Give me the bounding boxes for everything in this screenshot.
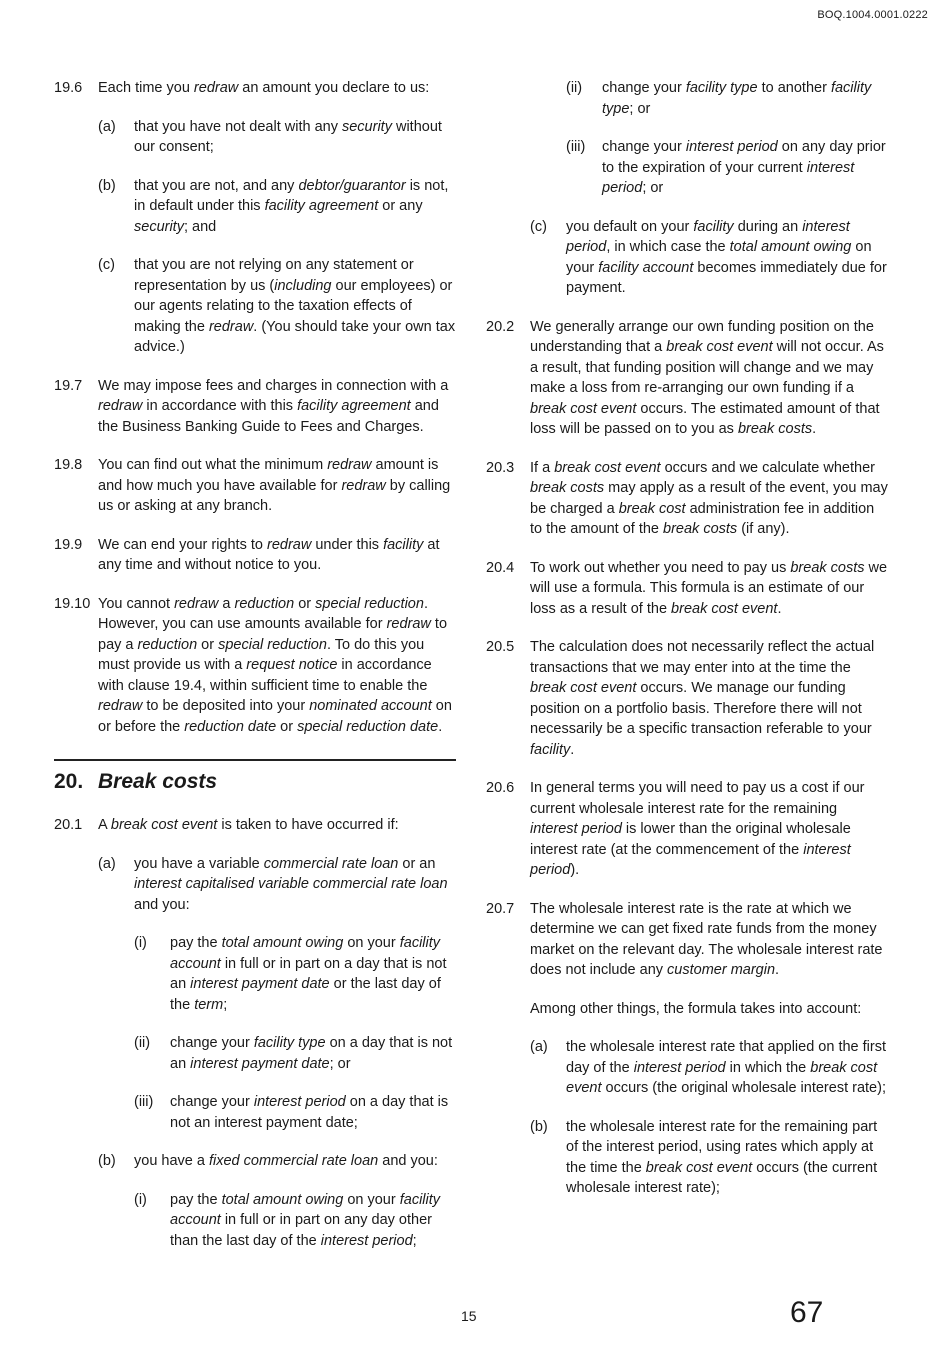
clause-item (54, 815, 456, 836)
clause-number: (a) (98, 118, 116, 135)
clause-item (134, 1190, 456, 1252)
clause-number: 20.1 (54, 817, 83, 833)
clause-number: (a) (530, 1039, 548, 1055)
clause-number: 19.6 (54, 80, 83, 96)
clause-item (54, 535, 456, 576)
clause-text: pay the total amount owing on your facility account in full or in part on a day that is not an interest payment date or the last day of the term; (170, 935, 447, 1013)
clause-item (530, 217, 888, 299)
clause-text: In general terms you will need to pay us a cost if our current wholesale interest rate for the remaining interest period is lower than the original wholesale interest rate (at the commencement of the interest period). (530, 780, 865, 878)
clause-text: you have a fixed commercial rate loan and you: (134, 1153, 438, 1169)
break-cost-clauses (54, 815, 456, 1251)
right-column (486, 78, 888, 1217)
clause-number: 20.5 (486, 639, 515, 655)
clause-text: that you are not relying on any statement or representation by us (including our employees) or our agents relating to the taxation effects of making the redraw. (You should take your own tax advice.) (134, 257, 456, 355)
clause-number: 19.8 (54, 457, 83, 473)
clause-item (530, 1037, 888, 1099)
clause-item (98, 1151, 456, 1172)
clause-item (134, 933, 456, 1015)
clause-number: 20.7 (486, 900, 515, 917)
clause-text: change your facility type to another facility type; or (602, 80, 872, 117)
clause-text: change your facility type on a day that is not an interest payment date; or (170, 1035, 453, 1072)
clause-item (98, 117, 456, 158)
clause-item (486, 999, 888, 1020)
clause-item (54, 78, 456, 99)
clause-item (98, 854, 456, 916)
clause-number: 19.7 (54, 377, 83, 394)
clause-item (486, 317, 888, 440)
section-heading-number: 20. (54, 770, 84, 793)
clause-text: You cannot redraw a reduction or special reduction. However, you can use amounts available for redraw to pay a reduction or special reduction. To do this you must provide us with a request notice in accordance with clause 19.4, within sufficient time to enable the redraw to be deposited into your nominated account on or before the reduction date or special reduction date. (98, 595, 452, 735)
clause-text: You can find out what the minimum redraw amount is and how much you have available for redraw by calling us or asking at any branch. (98, 457, 451, 514)
right-clauses (486, 78, 888, 1199)
clause-text: To work out whether you need to pay us break costs we will use a formula. This formula is an estimate of our loss as a result of the break cost event. (530, 559, 888, 617)
clause-number: 20.4 (486, 559, 515, 576)
clause-number: (c) (530, 218, 547, 235)
clause-text: The wholesale interest rate is the rate at which we determine we can get fixed rate funds from the money market on the relevant day. The wholesale interest rate does not include any customer margin. (530, 900, 883, 978)
clause-item (486, 637, 888, 760)
clause-item (134, 1092, 456, 1133)
clause-item (486, 778, 888, 881)
clause-item (54, 594, 456, 738)
clause-text: you have a variable commercial rate loan or an interest capitalised variable commercial rate loan and you: (134, 855, 448, 913)
clause-text: We can end your rights to redraw under this facility at any time and without notice to you. (98, 536, 440, 573)
clause-text: you default on your facility during an interest period, in which case the total amount owing on your facility account becomes immediately due for payment. (566, 218, 887, 296)
clause-item (486, 899, 888, 981)
section-heading (54, 769, 456, 795)
document-id: BOQ.1004.0001.0222 (817, 9, 928, 21)
clause-text: Among other things, the formula takes into account: (530, 1000, 862, 1017)
clause-text: pay the total amount owing on your facility account in full or in part on any day other than the last day of the interest period; (170, 1191, 441, 1249)
clause-text: change your interest period on any day prior to the expiration of your current interest period; or (602, 139, 886, 196)
clause-number: (iii) (134, 1094, 154, 1110)
clause-item (54, 376, 456, 438)
clause-number: (c) (98, 257, 115, 273)
clause-item (98, 176, 456, 238)
clause-text: change your interest period on a day that is not an interest payment date; (170, 1094, 449, 1131)
clause-number: 19.9 (54, 536, 83, 553)
clause-text: that you have not dealt with any security without our consent; (134, 118, 442, 155)
clause-number: 20.2 (486, 318, 515, 335)
section-heading-title: Break costs (98, 770, 218, 793)
clause-number: 20.6 (486, 780, 515, 796)
clause-number: (ii) (566, 80, 583, 96)
page-number: 15 (461, 1308, 477, 1324)
left-clauses (54, 78, 456, 737)
clause-text: If a break cost event occurs and we calculate whether break costs may apply as a result of the event, you may be charged a break cost administration fee in addition to the amount of the break costs (if any). (530, 459, 888, 537)
clause-text: Each time you redraw an amount you declare to us: (98, 80, 430, 96)
clause-number: (b) (98, 177, 116, 194)
clause-text: We may impose fees and charges in connection with a redraw in accordance with this facility agreement and the Business Banking Guide to Fees and Charges. (98, 377, 449, 435)
clause-text: that you are not, and any debtor/guarantor is not, in default under this facility agreement or any security; and (134, 177, 449, 235)
clause-text: the wholesale interest rate that applied on the first day of the interest period in which the break cost event occurs (the original wholesale interest rate); (566, 1039, 886, 1096)
clause-number: 20.3 (486, 459, 515, 476)
clause-number: (a) (98, 855, 116, 872)
clause-number: (ii) (134, 1035, 151, 1051)
clause-item (530, 1117, 888, 1199)
clause-item (98, 255, 456, 358)
clause-number: (b) (530, 1118, 548, 1135)
clause-number: 19.10 (54, 595, 91, 612)
clause-item (566, 137, 888, 199)
clause-number: (i) (134, 935, 147, 951)
clause-number: (i) (134, 1191, 147, 1208)
clause-item (486, 558, 888, 620)
clause-item (134, 1033, 456, 1074)
clause-item (54, 455, 456, 517)
left-column (54, 78, 456, 1269)
section-divider (54, 759, 456, 761)
clause-number: (b) (98, 1153, 116, 1169)
clause-text: A break cost event is taken to have occurred if: (98, 817, 399, 833)
clause-item (566, 78, 888, 119)
clause-text: The calculation does not necessarily reflect the actual transactions that we may enter into at the time the break cost event occurs. We manage our funding position on a portfolio basis. Therefore there will not necessarily be a specific transaction referable to your facility. (530, 639, 875, 758)
clause-number: (iii) (566, 139, 586, 155)
clause-text: We generally arrange our own funding position on the understanding that a break cost event will not occur. As a result, that funding position will change and we may make a loss from re-arranging our own funding if a break cost event occurs. The estimated amount of that loss will be passed on to you as break costs. (530, 318, 884, 437)
clause-text: the wholesale interest rate for the remaining part of the interest period, using rates which apply at the time the break cost event occurs (the current wholesale interest rate); (566, 1118, 878, 1196)
clause-item (486, 458, 888, 540)
document-page-number: 67 (790, 1296, 824, 1329)
